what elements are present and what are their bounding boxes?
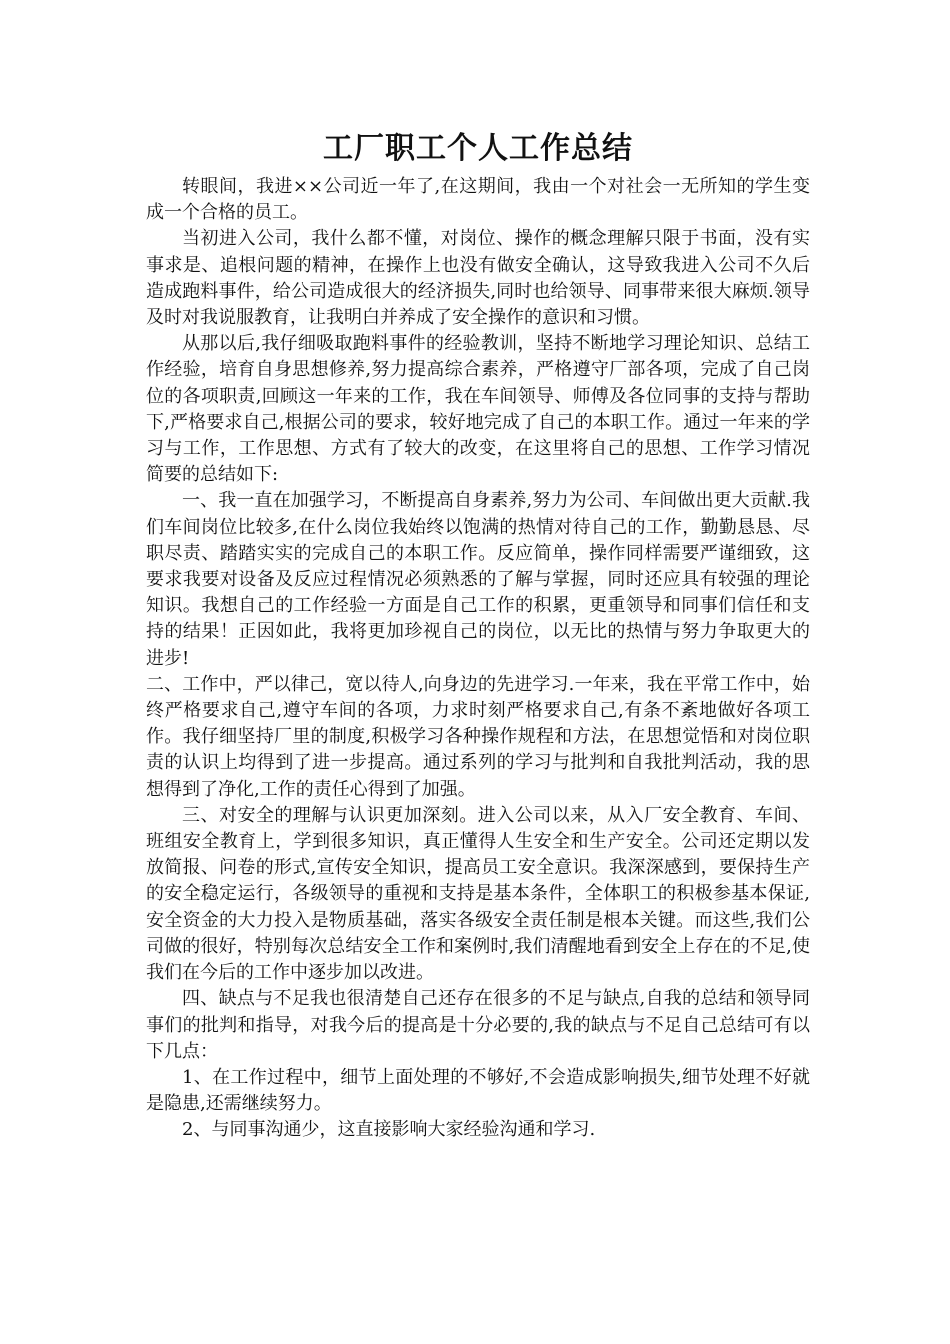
document-page	[146, 128, 810, 1144]
paragraph-4: 一、我一直在加强学习，不断提高自身素养,努力为公司、车间做出更大贡献.我们车间岗位比较多,在什么岗位我始终以饱满的热情对待自己的工作，勤勤恳恳、尽职尽责、踏踏实实的完成自己的本职工作。反应简单，操作同样需要严谨细致，这要求我要对设备及反应过程情况必须熟悉的了解与掌握，同时还应具有较强的理论知识。我想自己的工作经验一方面是自己工作的积累，更重领导和同事们信任和支持的结果！正因如此，我将更加珍视自己的岗位，以无比的热情与努力争取更大的进步!	[146, 490, 810, 669]
paragraph-2: 当初进入公司，我什么都不懂，对岗位、操作的概念理解只限于书面，没有实事求是、追根问题的精神，在操作上也没有做安全确认，这导致我进入公司不久后造成跑料事件，给公司造成很大的经济损失,同时也给领导、同事带来很大麻烦.领导及时对我说服教育，让我明白并养成了安全操作的意识和习惯。	[146, 228, 810, 329]
paragraph-6: 三、对安全的理解与认识更加深刻。进入公司以来，从入厂安全教育、车间、班组安全教育上，学到很多知识，真正懂得人生安全和生产安全。公司还定期以发放简报、问卷的形式,宣传安全知识，提高员工安全意识。我深深感到，要保持生产的安全稳定运行，各级领导的重视和支持是基本条件，全体职工的积极参基本保证,安全资金的大力投入是物质基础，落实各级安全责任制是根本关键。而这些,我们公司做的很好，特别每次总结安全工作和案例时,我们清醒地看到安全上存在的不足,使我们在今后的工作中逐步加以改进。	[146, 804, 810, 984]
paragraph-8: 1、在工作过程中，细节上面处理的不够好,不会造成影响损失,细节处理不好就是隐患,还需继续努力。	[146, 1066, 810, 1115]
paragraph-9: 2、与同事沟通少，这直接影响大家经验沟通和学习.	[182, 1119, 596, 1141]
paragraph-7: 四、缺点与不足我也很清楚自己还存在很多的不足与缺点,自我的总结和领导同事们的批判和指导，对我今后的提高是十分必要的,我的缺点与不足自己总结可有以下几点：	[146, 988, 810, 1062]
document-title: 工厂职工个人工作总结	[323, 131, 633, 166]
paragraph-1: 转眼间，我进××公司近一年了,在这期间，我由一个对社会一无所知的学生变成一个合格的员工。	[146, 176, 810, 224]
paragraph-3: 从那以后,我仔细吸取跑料事件的经验教训，坚持不断地学习理论知识、总结工作经验，培育自身思想修养,努力提高综合素养，严格遵守厂部各项，完成了自己岗位的各项职责,回顾这一年来的工作，我在车间领导、师傅及各位同事的支持与帮助下,严格要求自己,根据公司的要求，较好地完成了自己的本职工作。通过一年来的学习与工作，工作思想、方式有了较大的改变，在这里将自己的思想、工作学习情况简要的总结如下:	[146, 333, 810, 486]
paragraph-5: 二、工作中，严以律己，宽以待人,向身边的先进学习.一年来，我在平常工作中，始终严格要求自己,遵守车间的各项，力求时刻严格要求自己,有条不紊地做好各项工作。我仔细坚持厂里的制度,积极学习各种操作规程和方法，在思想觉悟和对岗位职责的认识上均得到了进一步提高。通过系列的学习与批判和自我批判活动，我的思想得到了净化,工作的责任心得到了加强。	[146, 673, 810, 800]
